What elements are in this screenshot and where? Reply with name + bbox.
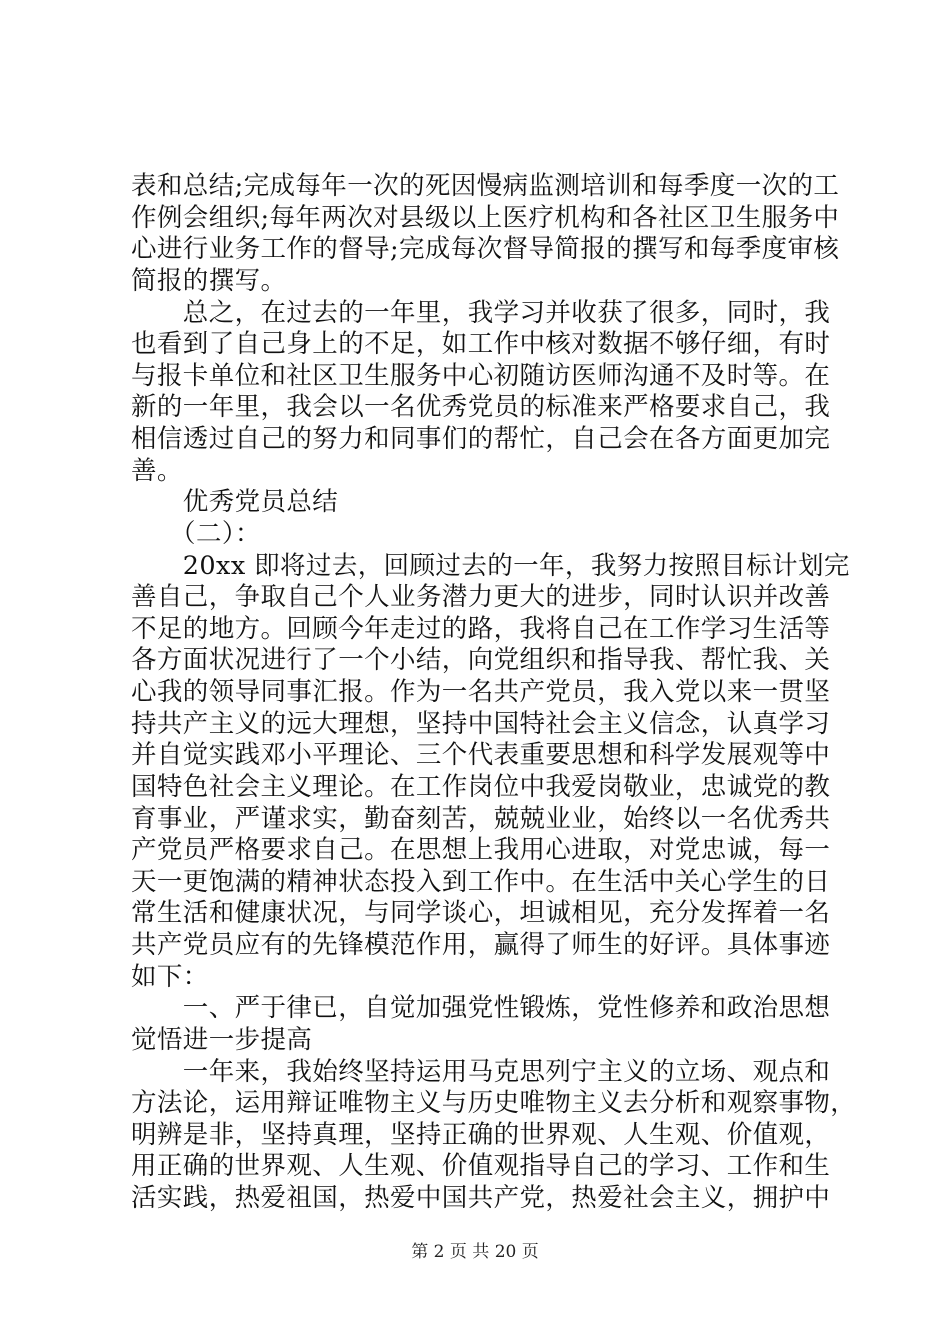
text-line: 一年来，我始终坚持运用马克思列宁主义的立场、观点和 — [131, 1056, 831, 1087]
text-line: 如下： — [131, 961, 209, 992]
text-line: 明辨是非，坚持真理，坚持正确的世界观、人生观、价值观， — [131, 1119, 831, 1150]
text-line: 简报的撰写。 — [131, 265, 287, 296]
text-line: 常生活和健康状况，与同学谈心，坦诚相见，充分发挥着一名 — [131, 898, 831, 929]
text-line: 用正确的世界观、人生观、价值观指导自己的学习、工作和生 — [131, 1151, 831, 1182]
text-line: 心我的领导同事汇报。作为一名共产党员，我入党以来一贯坚 — [131, 677, 831, 707]
text-line: 育事业，严谨求实，勤奋刻苦，兢兢业业，始终以一名优秀共 — [131, 803, 831, 834]
text-line: 作例会组织;每年两次对县级以上医疗机构和各社区卫生服务中 — [131, 202, 840, 233]
text-line: 总之，在过去的一年里，我学习并收获了很多，同时，我 — [131, 297, 831, 328]
text-line: 善自己，争取自己个人业务潜力更大的进步，同时认识并改善 — [131, 582, 831, 613]
text-line: 并自觉实践邓小平理论、三个代表重要思想和科学发展观等中 — [131, 740, 831, 771]
text-line: 产党员严格要求自己。在思想上我用心进取，对党忠诚，每一 — [131, 835, 831, 866]
text-line: 共产党员应有的先锋模范作用，赢得了师生的好评。具体事迹 — [131, 930, 831, 960]
text-line: 国特色社会主义理论。在工作岗位中我爱岗敬业，忠诚党的教 — [131, 771, 831, 802]
text-line: 活实践，热爱祖国，热爱中国共产党，热爱社会主义，拥护中 — [131, 1183, 831, 1213]
text-line: 持共产主义的远大理想，坚持中国特社会主义信念，认真学习 — [131, 708, 831, 739]
text-line: 20xx 即将过去，回顾过去的一年，我努力按照目标计划完 — [131, 550, 850, 581]
text-line: 也看到了自己身上的不足，如工作中核对数据不够仔细，有时 — [131, 329, 831, 360]
subheading-line: 觉悟进一步提高 — [131, 1024, 313, 1055]
text-line: 各方面状况进行了一个小结，向党组织和指导我、帮忙我、关 — [131, 645, 831, 676]
text-line: 表和总结;完成每年一次的死因慢病监测培训和每季度一次的工 — [131, 171, 840, 201]
text-line: 新的一年里，我会以一名优秀党员的标准来严格要求自己，我 — [131, 392, 831, 423]
text-line: 与报卡单位和社区卫生服务中心初随访医师沟通不及时等。在 — [131, 360, 831, 391]
page-number-footer: 第 2 页 共 20 页 — [411, 1242, 539, 1262]
text-line: 心进行业务工作的督导;完成每次督导简报的撰写和每季度审核 — [131, 234, 840, 265]
text-line: 相信透过自己的努力和同事们的帮忙，自己会在各方面更加完 — [131, 424, 831, 454]
section-number: （二）： — [131, 518, 261, 549]
text-line: 善。 — [131, 455, 183, 486]
subheading-line: 一、严于律已，自觉加强党性锻炼，党性修养和政治思想 — [131, 993, 831, 1024]
text-line: 方法论，运用辩证唯物主义与历史唯物主义去分析和观察事物， — [131, 1088, 857, 1119]
text-line: 不足的地方。回顾今年走过的路，我将自己在工作学习生活等 — [131, 613, 831, 644]
section-title: 优秀党员总结 — [131, 487, 339, 518]
text-line: 天一更饱满的精神状态投入到工作中。在生活中关心学生的日 — [131, 866, 831, 897]
